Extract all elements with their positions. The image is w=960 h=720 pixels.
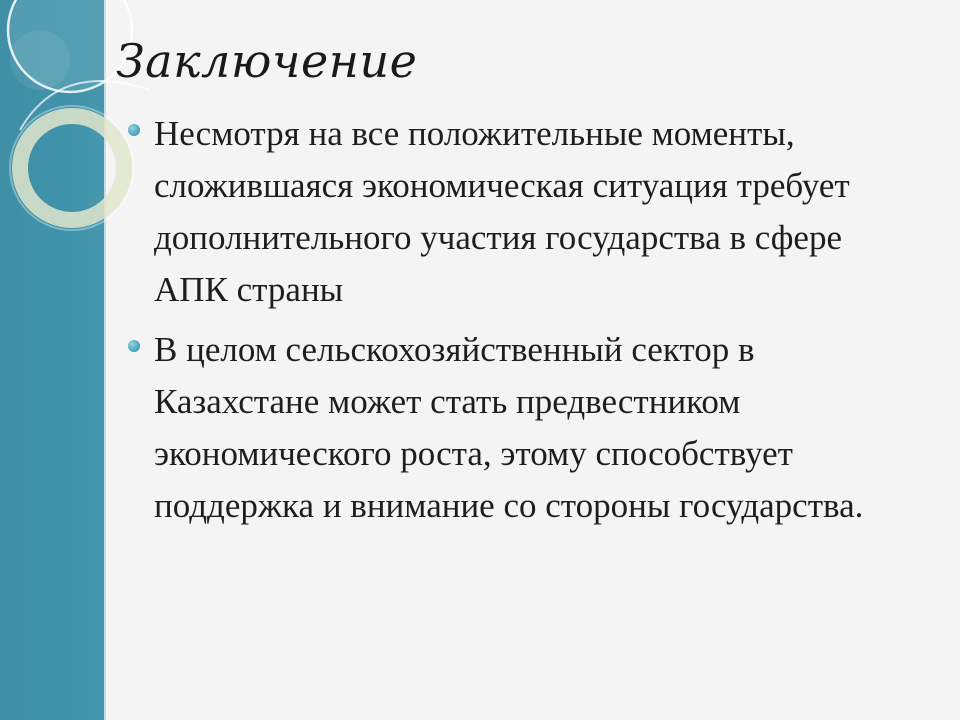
- bullet-text: В целом сельскохозяйственный сектор в Казахстане может стать предвестником экономического роста, этому способствует поддержка и внимание со стороны государства.: [154, 330, 864, 525]
- list-item: [124, 108, 924, 316]
- bullet-dot-icon: [128, 340, 140, 352]
- list-item: [124, 324, 924, 532]
- bullet-text: Несмотря на все положительные моменты, сложившаяся экономическая ситуация требует дополнительного участия государства в сфере АПК страны: [154, 114, 850, 309]
- slide-title: Заключение: [116, 34, 418, 88]
- bullet-dot-icon: [128, 124, 140, 136]
- bullet-list: [124, 108, 924, 540]
